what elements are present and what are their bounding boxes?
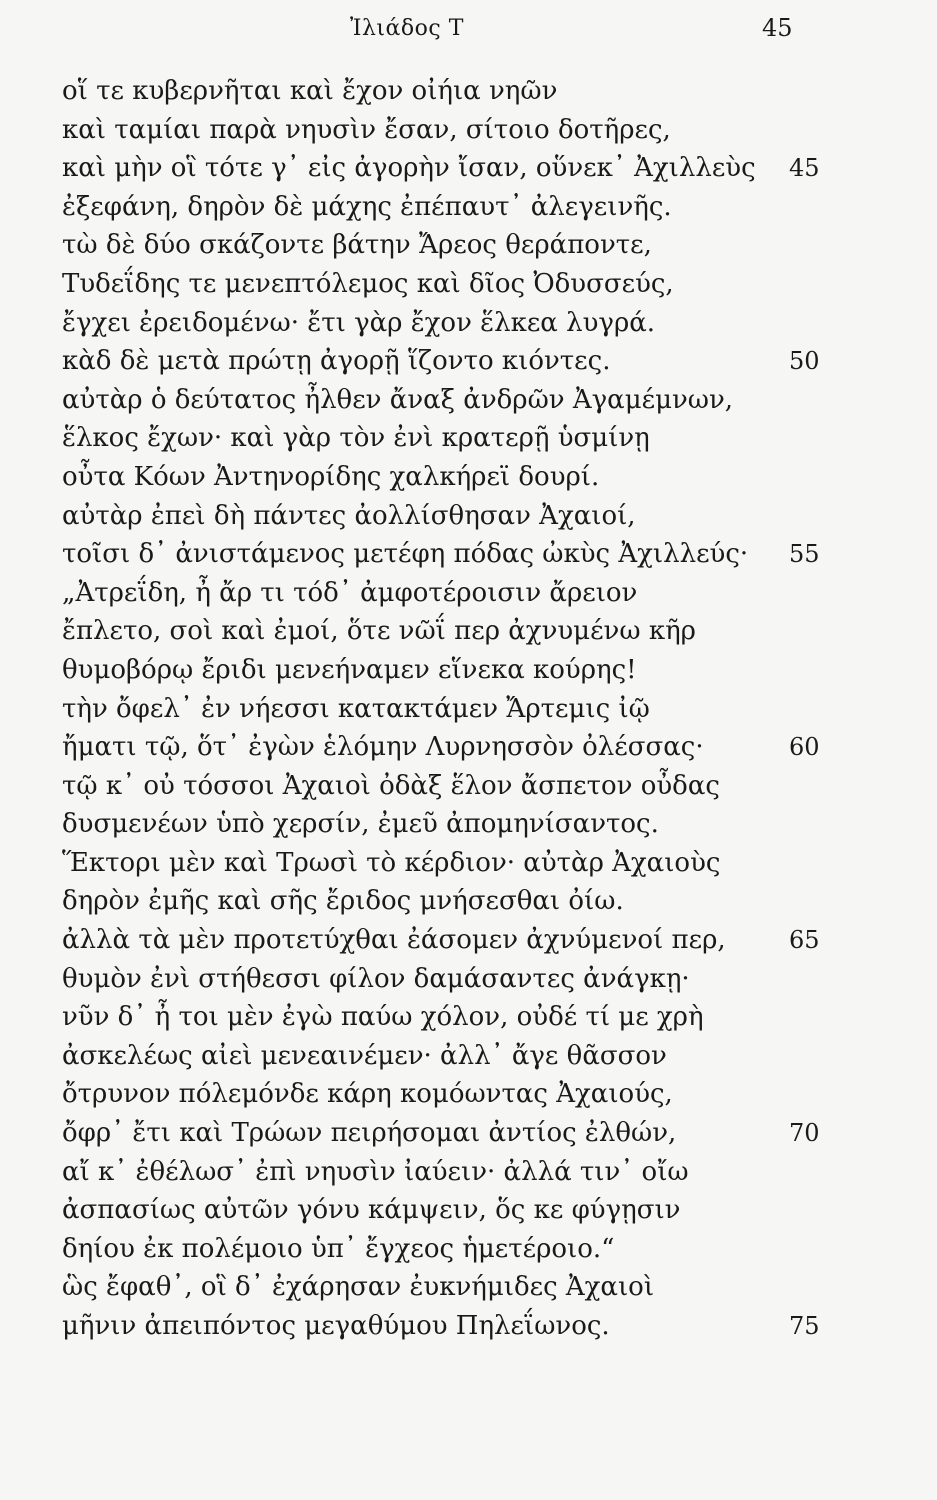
verse-text: οὖτα Κόων Ἀντηνορίδης χαλκήρεϊ δουρί. bbox=[62, 461, 600, 492]
verse-line bbox=[62, 1191, 902, 1230]
verse-block bbox=[62, 72, 902, 1346]
verse-line bbox=[62, 1307, 902, 1346]
verse-text: „Ἀτρεΐδη, ἦ ἄρ τι τόδ᾽ ἀμφοτέροισιν ἄρειον bbox=[62, 577, 638, 608]
verse-line bbox=[62, 188, 902, 227]
verse-line bbox=[62, 497, 902, 536]
verse-line bbox=[62, 381, 902, 420]
verse-text: ἀσπασίως αὐτῶν γόνυ κάμψειν, ὅς κε φύγῃσιν bbox=[62, 1195, 681, 1226]
line-number: 65 bbox=[789, 926, 820, 955]
verse-text: ἔπλετο, σοὶ καὶ ἐμοί, ὅτε νῶΐ περ ἀχνυμένω κῆρ bbox=[62, 616, 696, 647]
verse-text: τὴν ὄφελ᾽ ἐν νήεσσι κατακτάμεν Ἄρτεμις ἰῷ bbox=[62, 693, 650, 724]
verse-line bbox=[62, 651, 902, 690]
verse-line bbox=[62, 111, 902, 150]
verse-text: ἤματι τῷ, ὅτ᾽ ἐγὼν ἑλόμην Λυρνησσὸν ὀλέσσας· bbox=[62, 732, 704, 763]
verse-text: ὄτρυνον πόλεμόνδε κάρη κομόωντας Ἀχαιούς, bbox=[62, 1079, 673, 1110]
verse-text: Ἕκτορι μὲν καὶ Τρωσὶ τὸ κέρδιον· αὐτὰρ Ἀχαιοὺς bbox=[62, 847, 721, 878]
verse-line bbox=[62, 612, 902, 651]
verse-text: νῦν δ᾽ ἦ τοι μὲν ἐγὼ παύω χόλον, οὐδέ τί με χρὴ bbox=[62, 1002, 704, 1033]
verse-line bbox=[62, 728, 902, 767]
verse-line bbox=[62, 1230, 902, 1269]
verse-line bbox=[62, 72, 902, 111]
line-number: 75 bbox=[789, 1312, 820, 1340]
verse-line bbox=[62, 767, 902, 806]
verse-line bbox=[62, 1268, 902, 1307]
page-number: 45 bbox=[762, 14, 793, 42]
verse-line bbox=[62, 1153, 902, 1192]
verse-line bbox=[62, 805, 902, 844]
verse-text: καὶ μὴν οἳ τότε γ᾽ εἰς ἀγορὴν ἴσαν, οὕνεκ᾽ Ἀχιλλεὺς bbox=[62, 153, 756, 184]
verse-text: δυσμενέων ὑπὸ χερσίν, ἐμεῦ ἀπομηνίσαντος. bbox=[62, 809, 659, 840]
verse-text: θυμοβόρῳ ἔριδι μενεήναμεν εἵνεκα κούρης! bbox=[62, 654, 637, 685]
verse-text: ὄφρ᾽ ἔτι καὶ Τρώων πειρήσομαι ἀντίος ἐλθών, bbox=[62, 1118, 677, 1149]
verse-text: οἵ τε κυβερνῆται καὶ ἔχον οἰήια νηῶν bbox=[62, 76, 558, 106]
verse-text: τὼ δὲ δύο σκάζοντε βάτην Ἄρεος θεράποντε, bbox=[62, 230, 652, 261]
verse-line bbox=[62, 265, 902, 304]
verse-text: ἐξεφάνη, δηρὸν δὲ μάχης ἐπέπαυτ᾽ ἀλεγεινῆς. bbox=[62, 191, 672, 222]
line-number: 50 bbox=[789, 347, 820, 376]
verse-text: καὶ ταμίαι παρὰ νηυσὶν ἔσαν, σίτοιο δοτῆρες, bbox=[62, 114, 671, 145]
running-head-title: Ἰλιάδος Τ bbox=[350, 16, 464, 41]
verse-text: Τυδεΐδης τε μενεπτόλεμος καὶ δῖος Ὀδυσσεύς, bbox=[62, 268, 674, 299]
verse-text: ἀλλὰ τὰ μὲν προτετύχθαι ἐάσομεν ἀχνύμενοί περ, bbox=[62, 925, 726, 956]
verse-line bbox=[62, 304, 902, 343]
verse-line bbox=[62, 1037, 902, 1076]
verse-line bbox=[62, 844, 902, 883]
verse-text: αἴ κ᾽ ἐθέλωσ᾽ ἐπὶ νηυσὶν ἰαύειν· ἀλλά τιν᾽ οἴω bbox=[62, 1156, 689, 1187]
verse-text: δηρὸν ἐμῆς καὶ σῆς ἔριδος μνήσεσθαι ὀίω. bbox=[62, 886, 624, 917]
verse-text: δηίου ἐκ πολέμοιο ὑπ᾽ ἔγχεος ἡμετέροιο.“ bbox=[62, 1233, 615, 1264]
verse-text: ἔγχει ἐρειδομένω· ἔτι γὰρ ἔχον ἕλκεα λυγρά. bbox=[62, 307, 656, 338]
verse-text: μῆνιν ἀπειπόντος μεγαθύμου Πηλεΐωνος. bbox=[62, 1311, 610, 1341]
verse-line bbox=[62, 921, 902, 960]
verse-line bbox=[62, 998, 902, 1037]
line-number: 55 bbox=[789, 540, 820, 569]
verse-line bbox=[62, 458, 902, 497]
verse-text: κὰδ δὲ μετὰ πρώτῃ ἀγορῇ ἵζοντο κιόντες. bbox=[62, 346, 611, 377]
verse-text: αὐτὰρ ὁ δεύτατος ἦλθεν ἄναξ ἀνδρῶν Ἀγαμέμνων, bbox=[62, 384, 734, 415]
verse-line bbox=[62, 149, 902, 188]
verse-line bbox=[62, 342, 902, 381]
line-number: 70 bbox=[789, 1119, 820, 1148]
verse-text: ἕλκος ἔχων· καὶ γὰρ τὸν ἐνὶ κρατερῇ ὑσμίνῃ bbox=[62, 423, 650, 454]
verse-text: τῷ κ᾽ οὐ τόσσοι Ἀχαιοὶ ὀδὰξ ἕλον ἄσπετον οὖδας bbox=[62, 770, 720, 801]
verse-line bbox=[62, 960, 902, 999]
verse-line bbox=[62, 1075, 902, 1114]
line-number: 60 bbox=[789, 733, 820, 762]
verse-line bbox=[62, 535, 902, 574]
verse-text: αὐτὰρ ἐπεὶ δὴ πάντες ἀολλίσθησαν Ἀχαιοί, bbox=[62, 500, 636, 531]
verse-line bbox=[62, 419, 902, 458]
verse-line bbox=[62, 1114, 902, 1153]
verse-line bbox=[62, 690, 902, 729]
verse-text: θυμὸν ἐνὶ στήθεσσι φίλον δαμάσαντες ἀνάγκῃ· bbox=[62, 963, 690, 994]
verse-text: τοῖσι δ᾽ ἀνιστάμενος μετέφη πόδας ὠκὺς Ἀχιλλεύς· bbox=[62, 539, 749, 570]
verse-text: ὣς ἔφαθ᾽, οἳ δ᾽ ἐχάρησαν ἐυκνήμιδες Ἀχαιοὶ bbox=[62, 1272, 655, 1303]
verse-line bbox=[62, 226, 902, 265]
verse-line bbox=[62, 574, 902, 613]
verse-line bbox=[62, 882, 902, 921]
line-number: 45 bbox=[789, 154, 820, 183]
verse-text: ἀσκελέως αἰεὶ μενεαινέμεν· ἀλλ᾽ ἄγε θᾶσσον bbox=[62, 1040, 667, 1071]
